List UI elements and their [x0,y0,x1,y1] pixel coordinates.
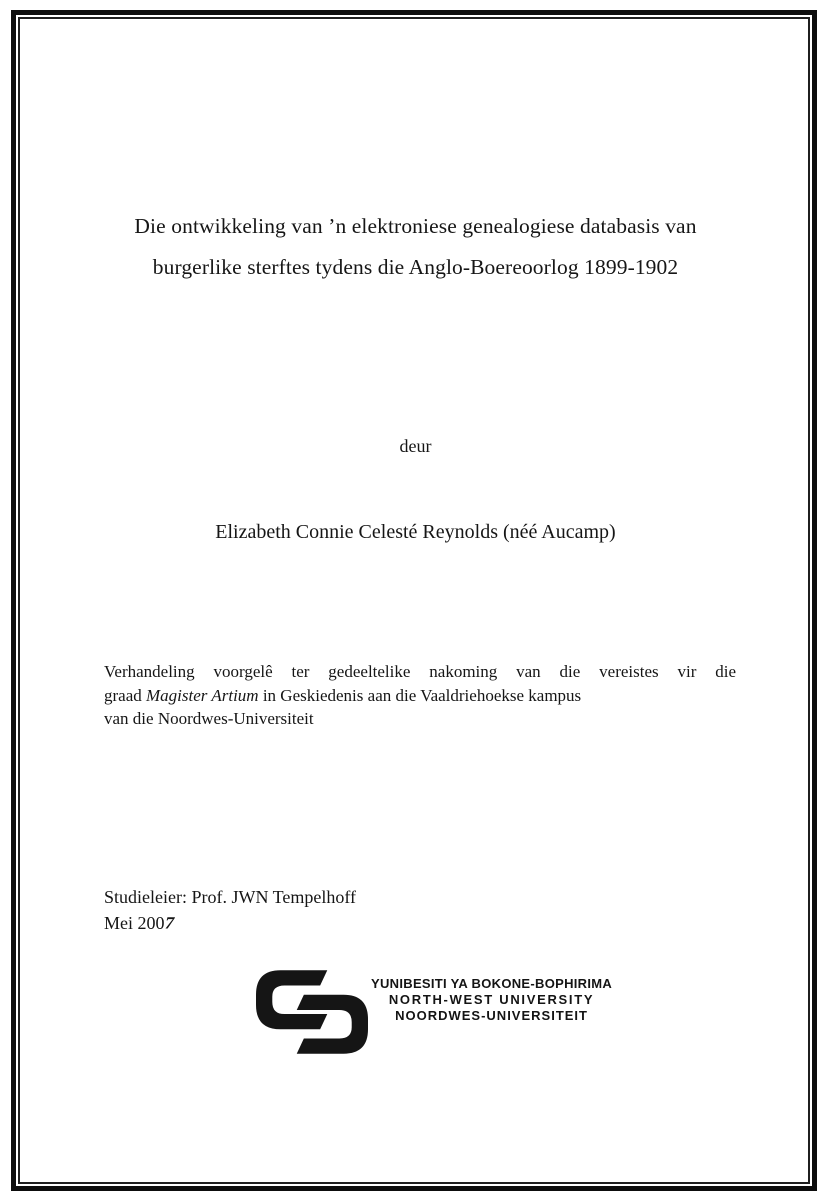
date-prefix: Mei 200 [104,913,165,933]
submission-statement [104,660,736,731]
submission-line2 [104,684,736,708]
byline-label: deur [399,436,432,456]
submission-line2-prefix: graad [104,685,147,705]
submission-line1: Verhandeling voorgelê ter gedeeltelike nakoming van die vereistes vir die [104,662,736,681]
logo-text-setswana: YUNIBESITI YA BOKONE-BOPHIRIMA [371,976,613,991]
submission-line2-suffix: in Geskiedenis aan die Vaaldriehoekse kampus [258,685,582,705]
date-line [104,910,356,936]
supervisor-line: Studieleier: Prof. JWN Tempelhoff [104,887,357,907]
logo-text-english: NORTH-WEST UNIVERSITY [388,992,595,1007]
university-logo [256,970,612,1054]
thesis-title-line1: Die ontwikkeling van ’n elektroniese genealogiese databasis van [134,214,697,238]
university-logo-text [371,976,612,1024]
university-chain-link-icon [256,970,368,1054]
supervisor-block [104,884,356,936]
date-last-digit: 7 [162,913,176,933]
logo-text-afrikaans: NOORDWES-UNIVERSITEIT [395,1008,588,1023]
thesis-title [0,206,831,288]
thesis-title-line2: burgerlike sterftes tydens die Anglo-Boereoorlog 1899-1902 [152,255,679,279]
degree-name: Magister Artium [146,685,259,705]
submission-line3: van die Noordwes-Universiteit [104,709,314,728]
author-name: Elizabeth Connie Celesté Reynolds (néé Aucamp) [215,521,616,543]
